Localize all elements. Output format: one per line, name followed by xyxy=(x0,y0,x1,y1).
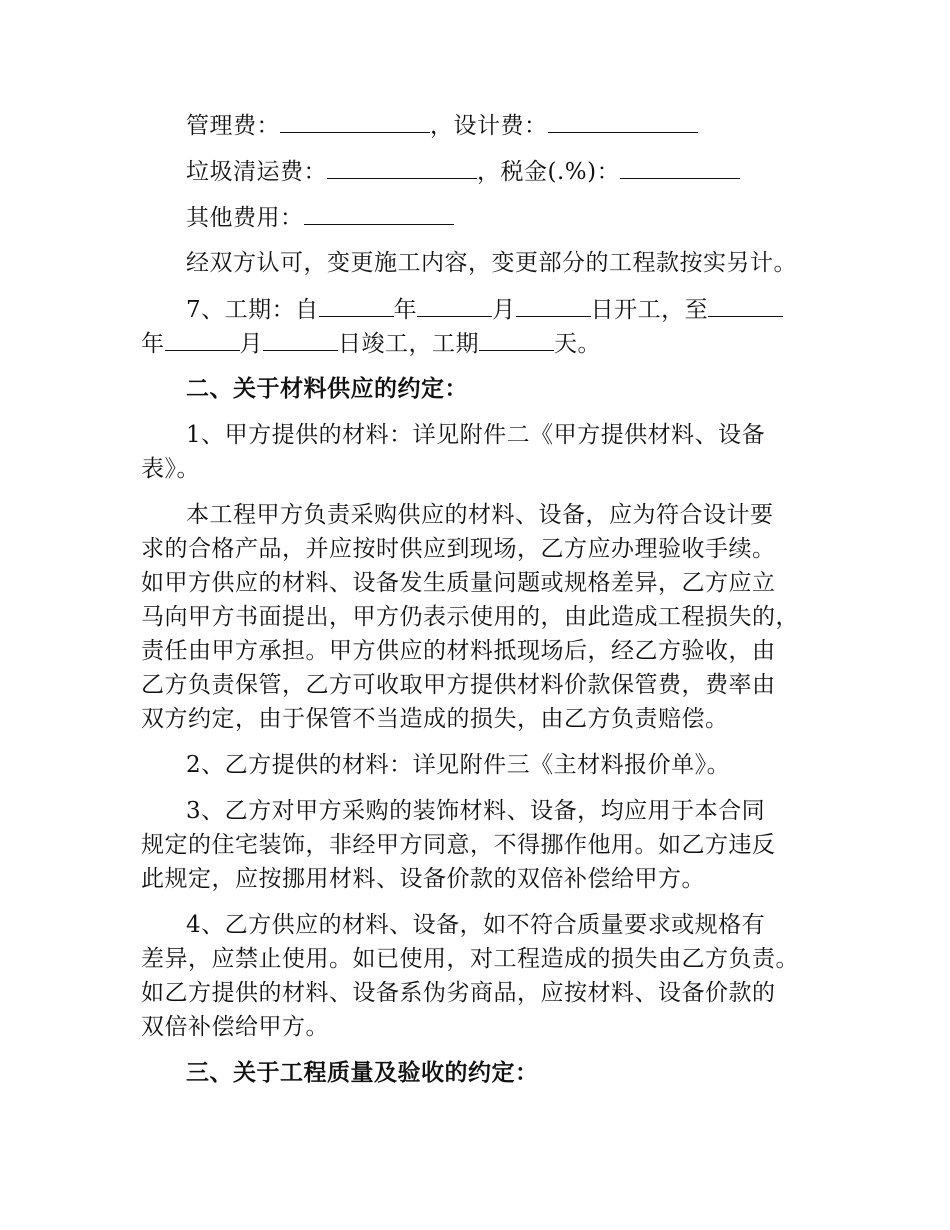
tax-label: ，税金(.%)： xyxy=(477,159,621,185)
days-label: 天。 xyxy=(554,331,601,357)
month-label: 月 xyxy=(492,297,516,323)
change-note: 经双方认可，变更施工内容，变更部分的工程款按实另计。 xyxy=(186,250,797,276)
garbage-fee-label: 垃圾清运费： xyxy=(186,159,327,185)
end-day-blank xyxy=(263,326,338,351)
fee-line-management-design xyxy=(141,108,821,142)
section-2-heading: 二、关于材料供应的约定： xyxy=(186,375,468,402)
day-start-label: 日开工，至 xyxy=(590,297,709,323)
item-3-line: 3、乙方对甲方采购的装饰材料、设备，均应用于本合同 xyxy=(186,798,766,824)
para-a-line: 如甲方供应的材料、设备发生质量问题或规格差异，乙方应立 xyxy=(141,570,776,596)
document-body xyxy=(141,108,821,1090)
management-fee-label: 管理费： xyxy=(186,113,280,139)
para-a-line: 本工程甲方负责采购供应的材料、设备，应为符合设计要 xyxy=(186,502,774,528)
para-a-line: 乙方负责保管，乙方可收取甲方提供材料价款保管费，费率由 xyxy=(141,672,776,698)
end-year-blank xyxy=(708,292,783,317)
para-a-line: 责任由甲方承担。甲方供应的材料抵现场后，经乙方验收，由 xyxy=(141,638,776,664)
item-3-line: 此规定，应按挪用材料、设备价款的双倍补偿给甲方。 xyxy=(141,866,705,892)
year-label: 年 xyxy=(393,297,418,323)
schedule-line-2 xyxy=(141,326,821,360)
section-3-heading: 三、关于工程质量及验收的约定： xyxy=(186,1059,539,1086)
duration-blank xyxy=(479,326,554,351)
para-a-line: 双方约定，由于保管不当造成的损失，由乙方负责赔偿。 xyxy=(141,706,729,732)
item-1-line-2: 表》。 xyxy=(141,456,200,482)
other-fee-label: 其他费用： xyxy=(186,205,304,231)
other-fee-blank xyxy=(304,200,454,225)
item-4-line: 差异，应禁止使用。如已使用，对工程造成的损失由乙方负责。 xyxy=(141,946,799,972)
day-end-label: 日竣工，工期 xyxy=(338,331,479,357)
end-month-blank xyxy=(165,326,240,351)
year-label: 年 xyxy=(141,331,165,357)
para-a-line: 求的合格产品，并应按时供应到现场，乙方应办理验收手续。 xyxy=(141,536,776,562)
fee-line-garbage-tax xyxy=(141,154,821,188)
design-fee-label: ，设计费： xyxy=(430,113,548,139)
garbage-fee-blank xyxy=(327,154,477,179)
start-year-blank xyxy=(319,292,394,317)
item-1-line-1: 1、甲方提供的材料：详见附件二《甲方提供材料、设备 xyxy=(186,422,766,448)
design-fee-blank xyxy=(548,108,698,133)
item-4-line: 如乙方提供的材料、设备系伪劣商品，应按材料、设备价款的 xyxy=(141,980,776,1006)
start-month-blank xyxy=(417,292,492,317)
fee-line-other xyxy=(141,200,821,234)
item-4-line: 双倍补偿给甲方。 xyxy=(141,1014,329,1040)
item-2: 2、乙方提供的材料：详见附件三《主材料报价单》。 xyxy=(186,752,731,778)
item-4-line: 4、乙方供应的材料、设备，如不符合质量要求或规格有 xyxy=(186,912,766,938)
schedule-prefix: 7、工期：自 xyxy=(186,297,319,323)
item-3-line: 规定的住宅装饰，非经甲方同意，不得挪作他用。如乙方违反 xyxy=(141,832,776,858)
tax-blank xyxy=(620,154,740,179)
month-label: 月 xyxy=(239,331,263,357)
management-fee-blank xyxy=(280,108,430,133)
para-a-line: 马向甲方书面提出，甲方仍表示使用的，由此造成工程损失的， xyxy=(141,604,799,630)
schedule-line-1 xyxy=(141,292,821,326)
start-day-blank xyxy=(516,292,591,317)
